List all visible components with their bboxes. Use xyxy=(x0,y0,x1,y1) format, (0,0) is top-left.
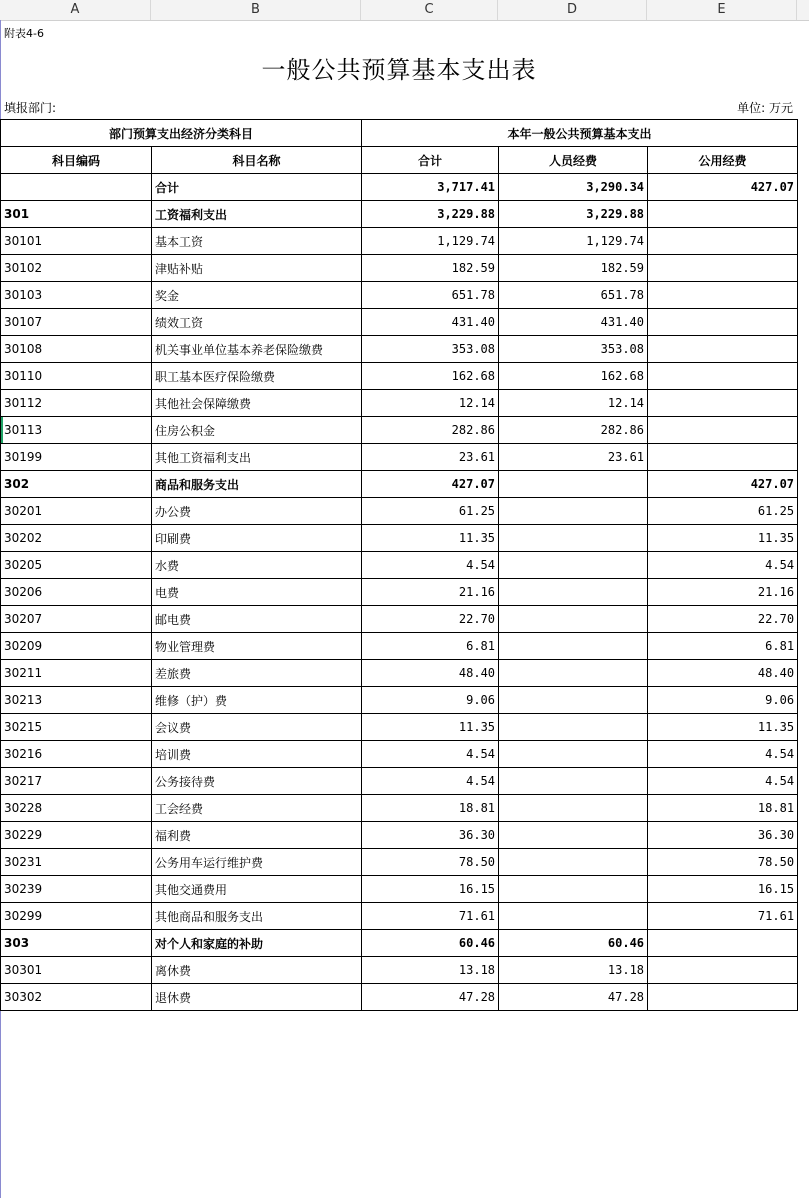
cell-name[interactable]: 印刷费 xyxy=(152,525,362,552)
cell-personnel[interactable] xyxy=(499,795,648,822)
cell-personnel[interactable]: 13.18 xyxy=(499,957,648,984)
cell-name[interactable]: 福利费 xyxy=(152,822,362,849)
cell-public[interactable]: 11.35 xyxy=(648,714,798,741)
cell-code[interactable]: 30201 xyxy=(1,498,152,525)
cell-name[interactable]: 奖金 xyxy=(152,282,362,309)
cell-personnel[interactable] xyxy=(499,741,648,768)
cell-name[interactable]: 退休费 xyxy=(152,984,362,1011)
cell-personnel[interactable] xyxy=(499,822,648,849)
table-row xyxy=(1,579,798,606)
table-row xyxy=(1,768,798,795)
cell-name[interactable]: 商品和服务支出 xyxy=(152,471,362,498)
table-row xyxy=(1,282,798,309)
cell-total[interactable]: 9.06 xyxy=(362,687,499,714)
cell-name[interactable]: 其他社会保障缴费 xyxy=(152,390,362,417)
cell-personnel[interactable] xyxy=(499,633,648,660)
table-row xyxy=(1,930,798,957)
cell-name[interactable]: 差旅费 xyxy=(152,660,362,687)
cell-personnel[interactable]: 3,290.34 xyxy=(499,174,648,201)
cell-total[interactable]: 16.15 xyxy=(362,876,499,903)
cell-personnel[interactable]: 60.46 xyxy=(499,930,648,957)
page-title: 一般公共预算基本支出表 xyxy=(261,56,537,84)
table-row xyxy=(1,201,798,228)
cell-public[interactable]: 71.61 xyxy=(648,903,798,930)
cell-public[interactable]: 11.35 xyxy=(648,525,798,552)
attachment-label: 附表4-6 xyxy=(4,27,44,40)
cell-total[interactable]: 3,717.41 xyxy=(362,174,499,201)
cell-total[interactable]: 182.59 xyxy=(362,255,499,282)
cell-code[interactable]: 30207 xyxy=(1,606,152,633)
cell-name[interactable]: 离休费 xyxy=(152,957,362,984)
cell-name[interactable]: 水费 xyxy=(152,552,362,579)
cell-code[interactable]: 302 xyxy=(1,471,152,498)
table-row xyxy=(1,849,798,876)
cell-total[interactable]: 11.35 xyxy=(362,525,499,552)
cell-name[interactable]: 公务接待费 xyxy=(152,768,362,795)
cell-public[interactable]: 18.81 xyxy=(648,795,798,822)
header-code[interactable]: 科目编码 xyxy=(1,147,152,174)
table-body xyxy=(1,174,798,1011)
cell-total[interactable]: 78.50 xyxy=(362,849,499,876)
table-row xyxy=(1,228,798,255)
cell-personnel[interactable] xyxy=(499,606,648,633)
cell-personnel[interactable]: 282.86 xyxy=(499,417,648,444)
column-header-bar xyxy=(0,0,809,21)
table-row xyxy=(1,876,798,903)
cell-name[interactable]: 培训费 xyxy=(152,741,362,768)
table-row xyxy=(1,903,798,930)
cell-public[interactable] xyxy=(648,282,798,309)
cell-public[interactable] xyxy=(648,984,798,1011)
cell-total[interactable]: 60.46 xyxy=(362,930,499,957)
header-public[interactable]: 公用经费 xyxy=(648,147,798,174)
cell-name[interactable]: 办公费 xyxy=(152,498,362,525)
cell-public[interactable]: 4.54 xyxy=(648,768,798,795)
cell-personnel[interactable] xyxy=(499,849,648,876)
cell-total[interactable]: 13.18 xyxy=(362,957,499,984)
cell-personnel[interactable]: 182.59 xyxy=(499,255,648,282)
cell-personnel[interactable] xyxy=(499,903,648,930)
cell-public[interactable]: 9.06 xyxy=(648,687,798,714)
cell-public[interactable]: 6.81 xyxy=(648,633,798,660)
cell-name[interactable]: 津贴补贴 xyxy=(152,255,362,282)
cell-code[interactable]: 30239 xyxy=(1,876,152,903)
cell-personnel[interactable]: 162.68 xyxy=(499,363,648,390)
column-header-b[interactable]: B xyxy=(151,0,361,20)
cell-name[interactable]: 合计 xyxy=(152,174,362,201)
cell-public[interactable]: 427.07 xyxy=(648,174,798,201)
cell-name[interactable]: 公务用车运行维护费 xyxy=(152,849,362,876)
table-row xyxy=(1,714,798,741)
table-row xyxy=(1,795,798,822)
cell-total[interactable]: 4.54 xyxy=(362,552,499,579)
cell-code[interactable]: 30229 xyxy=(1,822,152,849)
table-row xyxy=(1,984,798,1011)
cell-name[interactable]: 职工基本医疗保险缴费 xyxy=(152,363,362,390)
cell-personnel[interactable] xyxy=(499,525,648,552)
cell-personnel[interactable]: 3,229.88 xyxy=(499,201,648,228)
table-row xyxy=(1,606,798,633)
cell-code[interactable]: 30108 xyxy=(1,336,152,363)
cell-total[interactable]: 1,129.74 xyxy=(362,228,499,255)
cell-total[interactable]: 4.54 xyxy=(362,741,499,768)
cell-total[interactable]: 18.81 xyxy=(362,795,499,822)
budget-table xyxy=(0,119,798,1011)
cell-total[interactable]: 36.30 xyxy=(362,822,499,849)
cell-name[interactable]: 工资福利支出 xyxy=(152,201,362,228)
cell-code[interactable]: 30110 xyxy=(1,363,152,390)
table-row xyxy=(1,822,798,849)
table-row xyxy=(1,687,798,714)
cell-code[interactable]: 30215 xyxy=(1,714,152,741)
cell-personnel[interactable] xyxy=(499,471,648,498)
header-name[interactable]: 科目名称 xyxy=(152,147,362,174)
cell-personnel[interactable]: 47.28 xyxy=(499,984,648,1011)
header-group-right[interactable]: 本年一般公共预算基本支出 xyxy=(362,120,798,147)
table-row xyxy=(1,633,798,660)
cell-total[interactable]: 3,229.88 xyxy=(362,201,499,228)
cell-public[interactable]: 427.07 xyxy=(648,471,798,498)
table-row xyxy=(1,255,798,282)
cell-public[interactable]: 36.30 xyxy=(648,822,798,849)
column-header-e[interactable]: E xyxy=(647,0,797,20)
cell-total[interactable]: 71.61 xyxy=(362,903,499,930)
cell-code[interactable]: 30205 xyxy=(1,552,152,579)
cell-public[interactable]: 78.50 xyxy=(648,849,798,876)
cell-personnel[interactable] xyxy=(499,687,648,714)
cell-code[interactable]: 30213 xyxy=(1,687,152,714)
cell-code[interactable]: 30202 xyxy=(1,525,152,552)
cell-total[interactable]: 4.54 xyxy=(362,768,499,795)
header-group-left[interactable]: 部门预算支出经济分类科目 xyxy=(1,120,362,147)
cell-personnel[interactable] xyxy=(499,579,648,606)
cell-name[interactable]: 维修（护）费 xyxy=(152,687,362,714)
cell-personnel[interactable] xyxy=(499,876,648,903)
cell-name[interactable]: 邮电费 xyxy=(152,606,362,633)
cell-public[interactable]: 4.54 xyxy=(648,741,798,768)
cell-public[interactable] xyxy=(648,336,798,363)
table-row xyxy=(1,174,798,201)
cell-code[interactable]: 30209 xyxy=(1,633,152,660)
cell-personnel[interactable]: 1,129.74 xyxy=(499,228,648,255)
cell-total[interactable]: 22.70 xyxy=(362,606,499,633)
cell-code[interactable]: 30107 xyxy=(1,309,152,336)
cell-total[interactable]: 61.25 xyxy=(362,498,499,525)
cell-public[interactable]: 22.70 xyxy=(648,606,798,633)
column-header-a[interactable]: A xyxy=(0,0,151,20)
cell-public[interactable] xyxy=(648,309,798,336)
cell-personnel[interactable] xyxy=(499,714,648,741)
cell-code[interactable]: 30216 xyxy=(1,741,152,768)
cell-public[interactable] xyxy=(648,444,798,471)
table-row xyxy=(1,471,798,498)
table-row xyxy=(1,552,798,579)
cell-name[interactable]: 其他商品和服务支出 xyxy=(152,903,362,930)
cell-total[interactable]: 282.86 xyxy=(362,417,499,444)
cell-code[interactable]: 30302 xyxy=(1,984,152,1011)
cell-total[interactable]: 11.35 xyxy=(362,714,499,741)
cell-personnel[interactable] xyxy=(499,498,648,525)
header-col-row xyxy=(1,147,798,174)
cell-personnel[interactable]: 431.40 xyxy=(499,309,648,336)
cell-total[interactable]: 12.14 xyxy=(362,390,499,417)
cell-total[interactable]: 162.68 xyxy=(362,363,499,390)
cell-total[interactable]: 47.28 xyxy=(362,984,499,1011)
cell-personnel[interactable] xyxy=(499,660,648,687)
cell-total[interactable]: 21.16 xyxy=(362,579,499,606)
table-row xyxy=(1,390,798,417)
cell-public[interactable] xyxy=(648,363,798,390)
cell-public[interactable]: 21.16 xyxy=(648,579,798,606)
table-row xyxy=(1,741,798,768)
cell-public[interactable] xyxy=(648,957,798,984)
cell-total[interactable]: 353.08 xyxy=(362,336,499,363)
cell-name[interactable]: 物业管理费 xyxy=(152,633,362,660)
unit-label: 单位: 万元 xyxy=(737,101,793,115)
column-header-c[interactable]: C xyxy=(361,0,498,20)
table-row xyxy=(1,525,798,552)
cell-total[interactable]: 651.78 xyxy=(362,282,499,309)
cell-code[interactable]: 30101 xyxy=(1,228,152,255)
cell-name[interactable]: 其他工资福利支出 xyxy=(152,444,362,471)
table-row xyxy=(1,660,798,687)
cell-personnel[interactable]: 23.61 xyxy=(499,444,648,471)
cell-name[interactable]: 住房公积金 xyxy=(152,417,362,444)
cell-public[interactable] xyxy=(648,228,798,255)
cell-code[interactable]: 30301 xyxy=(1,957,152,984)
cell-name[interactable]: 会议费 xyxy=(152,714,362,741)
cell-code[interactable]: 30103 xyxy=(1,282,152,309)
dept-label: 填报部门: xyxy=(4,101,57,115)
cell-code[interactable]: 30199 xyxy=(1,444,152,471)
cell-code[interactable]: 30211 xyxy=(1,660,152,687)
cell-public[interactable]: 48.40 xyxy=(648,660,798,687)
cell-public[interactable]: 16.15 xyxy=(648,876,798,903)
cell-public[interactable]: 61.25 xyxy=(648,498,798,525)
cell-public[interactable] xyxy=(648,390,798,417)
cell-total[interactable]: 48.40 xyxy=(362,660,499,687)
cell-personnel[interactable]: 651.78 xyxy=(499,282,648,309)
cell-total[interactable]: 427.07 xyxy=(362,471,499,498)
cell-code[interactable]: 30102 xyxy=(1,255,152,282)
cell-total[interactable]: 6.81 xyxy=(362,633,499,660)
cell-personnel[interactable]: 12.14 xyxy=(499,390,648,417)
cell-public[interactable] xyxy=(648,201,798,228)
table-row xyxy=(1,309,798,336)
column-header-d[interactable]: D xyxy=(498,0,647,20)
cell-code[interactable]: 30113 xyxy=(1,417,152,444)
cell-code[interactable]: 30217 xyxy=(1,768,152,795)
cell-code[interactable]: 303 xyxy=(1,930,152,957)
cell-personnel[interactable] xyxy=(499,552,648,579)
table-row xyxy=(1,498,798,525)
cell-code[interactable]: 301 xyxy=(1,201,152,228)
cell-personnel[interactable] xyxy=(499,768,648,795)
cell-total[interactable]: 23.61 xyxy=(362,444,499,471)
cell-public[interactable] xyxy=(648,255,798,282)
table-row xyxy=(1,363,798,390)
cell-code[interactable] xyxy=(1,174,152,201)
header-group-row xyxy=(1,120,798,147)
cell-name[interactable]: 工会经费 xyxy=(152,795,362,822)
cell-code[interactable]: 30231 xyxy=(1,849,152,876)
cell-name[interactable]: 电费 xyxy=(152,579,362,606)
cell-public[interactable] xyxy=(648,417,798,444)
cell-name[interactable]: 基本工资 xyxy=(152,228,362,255)
cell-personnel[interactable]: 353.08 xyxy=(499,336,648,363)
table-row xyxy=(1,957,798,984)
cell-name[interactable]: 对个人和家庭的补助 xyxy=(152,930,362,957)
table-row xyxy=(1,444,798,471)
cell-code[interactable]: 30206 xyxy=(1,579,152,606)
cell-code[interactable]: 30112 xyxy=(1,390,152,417)
cell-code[interactable]: 30299 xyxy=(1,903,152,930)
cell-code[interactable]: 30228 xyxy=(1,795,152,822)
cell-name[interactable]: 机关事业单位基本养老保险缴费 xyxy=(152,336,362,363)
cell-public[interactable] xyxy=(648,930,798,957)
cell-name[interactable]: 其他交通费用 xyxy=(152,876,362,903)
table-row xyxy=(1,336,798,363)
header-personnel[interactable]: 人员经费 xyxy=(499,147,648,174)
cell-public[interactable]: 4.54 xyxy=(648,552,798,579)
table-row xyxy=(1,417,798,444)
cell-total[interactable]: 431.40 xyxy=(362,309,499,336)
cell-name[interactable]: 绩效工资 xyxy=(152,309,362,336)
header-total[interactable]: 合计 xyxy=(362,147,499,174)
